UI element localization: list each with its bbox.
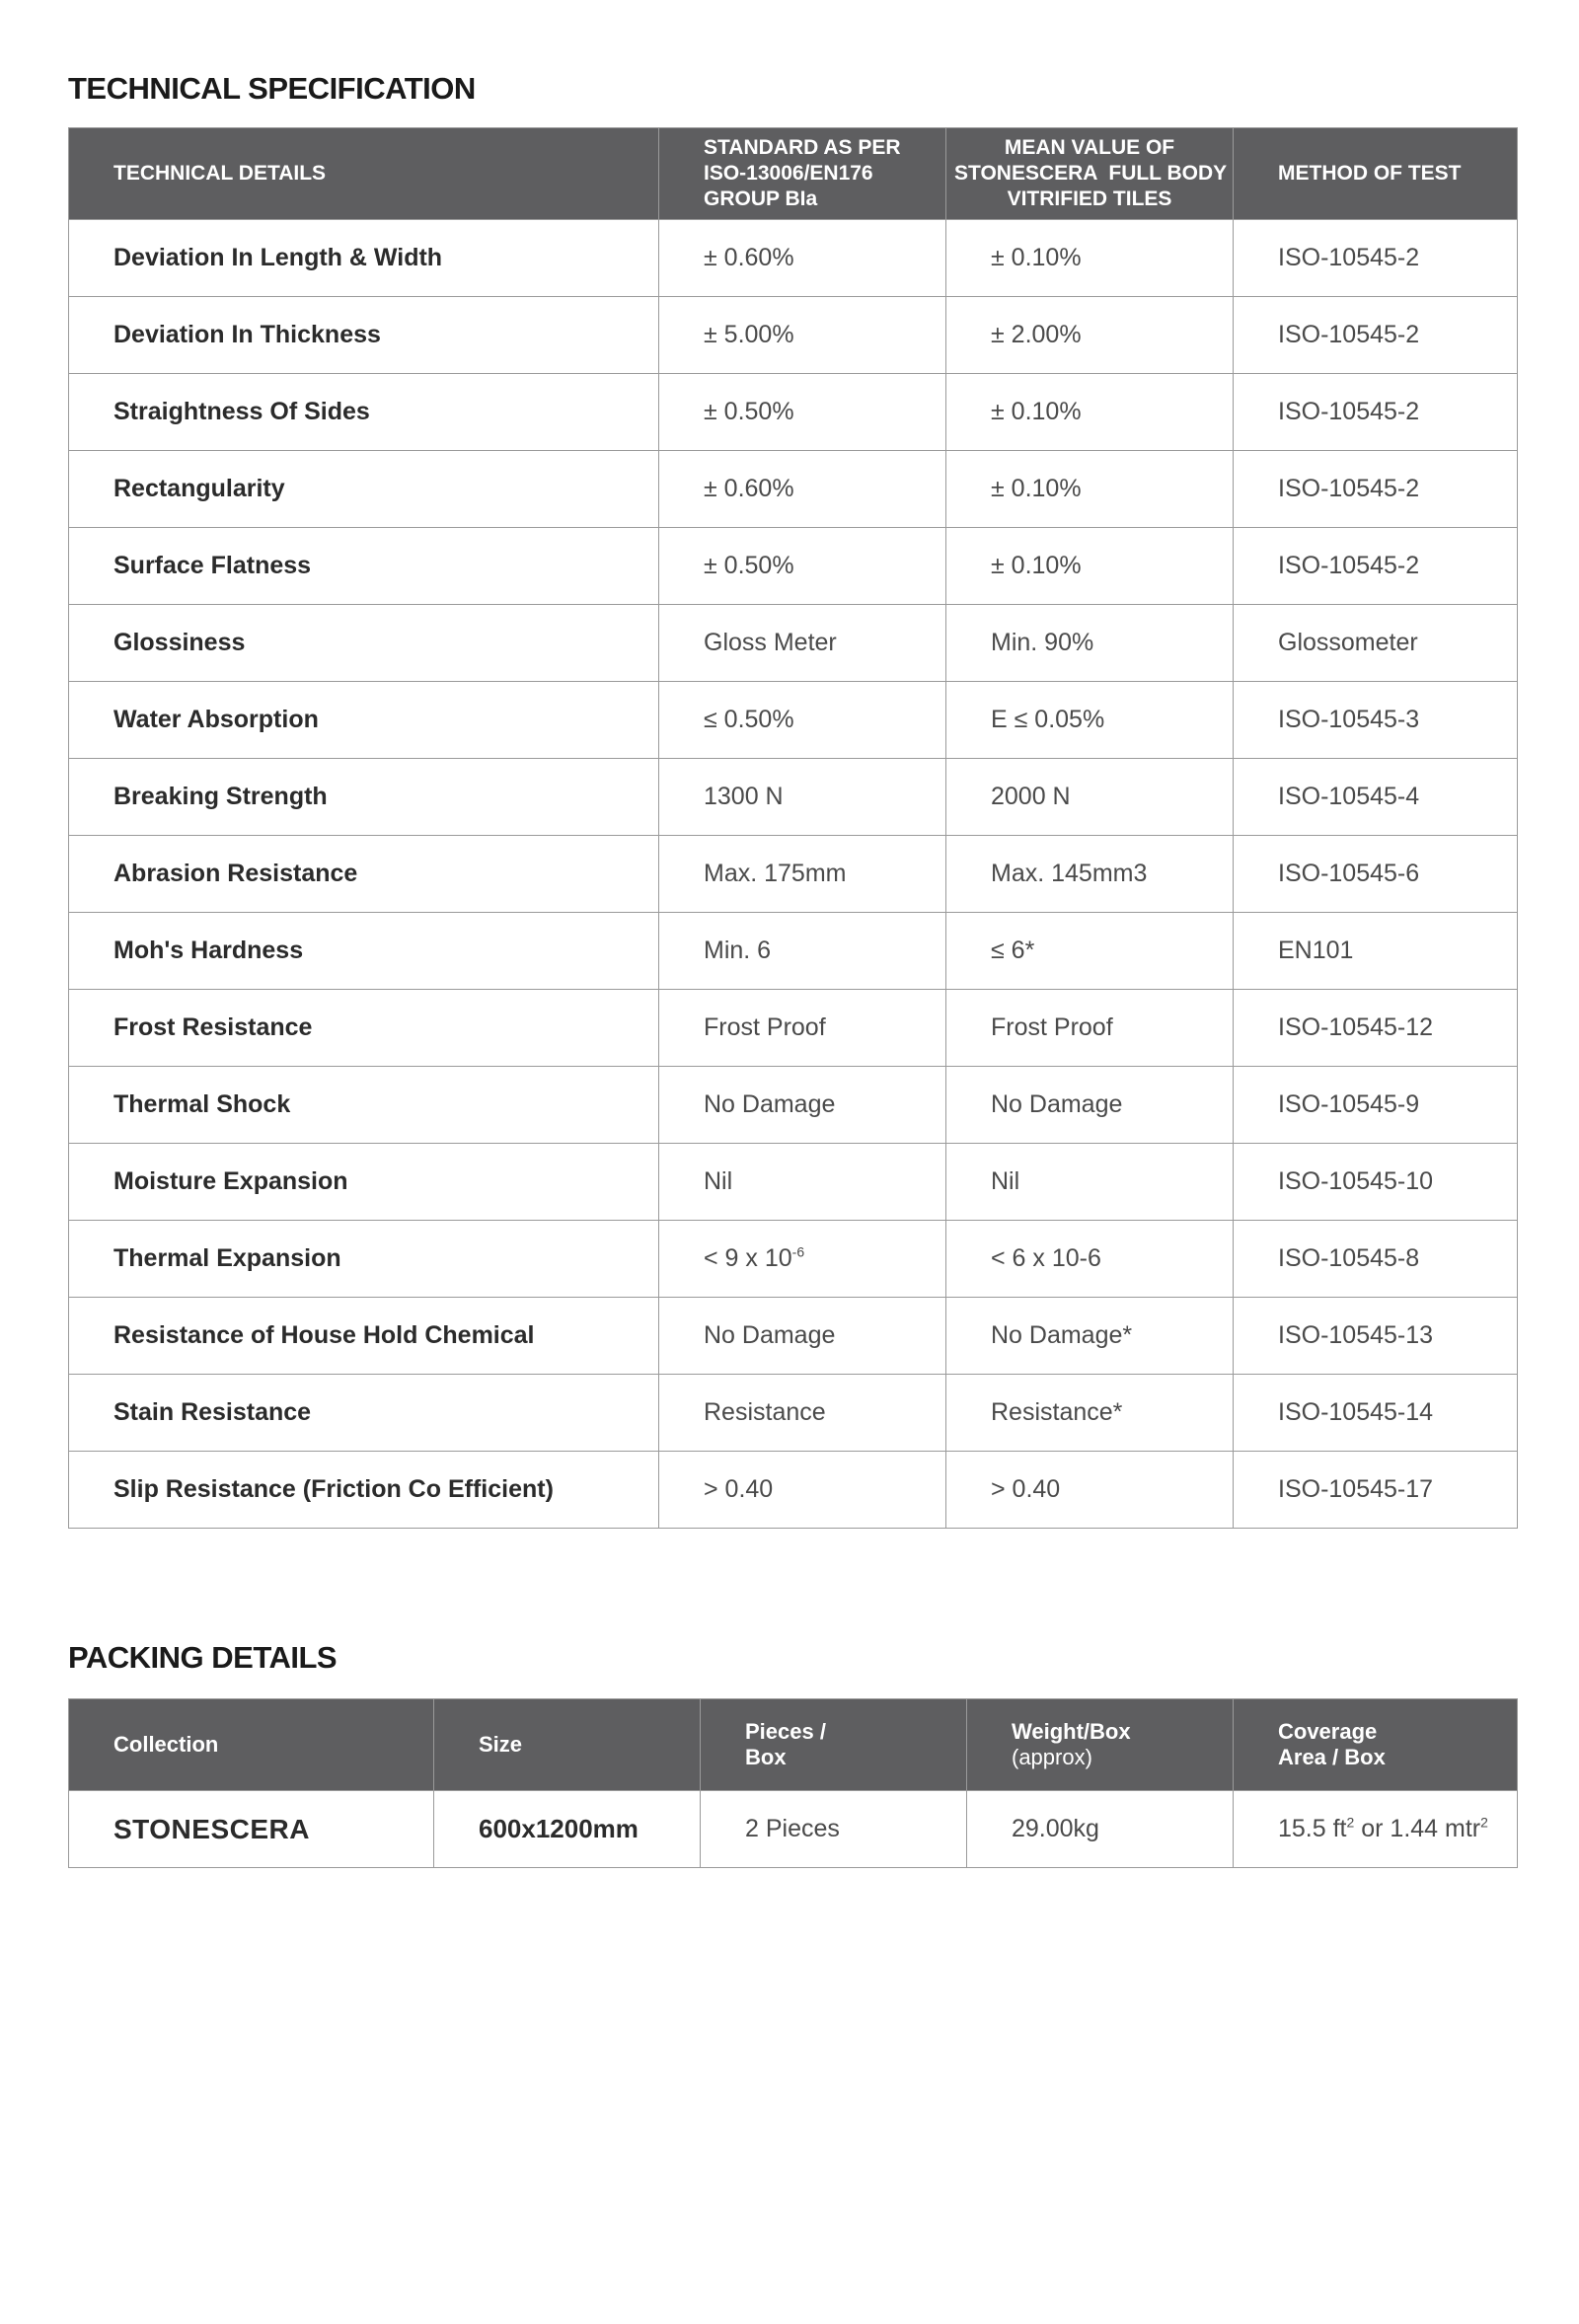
standard-value: Frost Proof <box>659 990 946 1067</box>
table-row <box>69 759 1518 836</box>
technical-detail-label: Resistance of House Hold Chemical <box>69 1298 659 1375</box>
header-pieces-line-2: Box <box>745 1745 787 1769</box>
table-row <box>69 451 1518 528</box>
table-row <box>69 913 1518 990</box>
method-of-test: ISO-10545-2 <box>1234 297 1518 374</box>
technical-detail-label: Moh's Hardness <box>69 913 659 990</box>
standard-value: ≤ 0.50% <box>659 682 946 759</box>
header-standard-line-2: ISO-13006/EN176 <box>704 162 873 185</box>
technical-detail-label: Glossiness <box>69 605 659 682</box>
technical-detail-label: Slip Resistance (Friction Co Efficient) <box>69 1452 659 1529</box>
header-mean-value <box>946 128 1234 220</box>
mean-value: Frost Proof <box>946 990 1234 1067</box>
standard-value: No Damage <box>659 1298 946 1375</box>
header-standard-line-1: STANDARD AS PER <box>704 136 901 159</box>
table-row <box>69 1067 1518 1144</box>
pieces-value: 2 Pieces <box>701 1791 967 1868</box>
coverage-part-2: or 1.44 mtr <box>1354 1815 1481 1842</box>
standard-value: Nil <box>659 1144 946 1221</box>
method-of-test: ISO-10545-3 <box>1234 682 1518 759</box>
method-of-test: ISO-10545-4 <box>1234 759 1518 836</box>
technical-detail-label: Rectangularity <box>69 451 659 528</box>
coverage-exponent-2: 2 <box>1480 1814 1488 1831</box>
standard-value: ± 0.60% <box>659 220 946 297</box>
header-collection: Collection <box>69 1699 434 1791</box>
method-of-test: ISO-10545-12 <box>1234 990 1518 1067</box>
method-of-test: ISO-10545-2 <box>1234 528 1518 605</box>
table-row <box>69 990 1518 1067</box>
mean-value: ± 0.10% <box>946 374 1234 451</box>
header-mean-line-2: STONESCERA FULL BODY <box>954 162 1228 185</box>
standard-value: ± 0.50% <box>659 374 946 451</box>
table-row <box>69 1298 1518 1375</box>
header-standard-line-3: GROUP BIa <box>704 187 818 210</box>
coverage-exponent-1: 2 <box>1346 1814 1355 1831</box>
mean-value: ≤ 6* <box>946 913 1234 990</box>
header-coverage-line-2: Area / Box <box>1278 1745 1386 1769</box>
standard-value: Gloss Meter <box>659 605 946 682</box>
method-of-test: ISO-10545-14 <box>1234 1375 1518 1452</box>
mean-value: Max. 145mm3 <box>946 836 1234 913</box>
standard-value: ± 0.50% <box>659 528 946 605</box>
standard-value: ± 0.60% <box>659 451 946 528</box>
method-of-test: ISO-10545-13 <box>1234 1298 1518 1375</box>
technical-detail-label: Stain Resistance <box>69 1375 659 1452</box>
mean-value: 2000 N <box>946 759 1234 836</box>
table-row <box>69 1452 1518 1529</box>
header-mean-line-1: MEAN VALUE OF <box>1004 136 1175 159</box>
header-technical-details: TECHNICAL DETAILS <box>69 128 659 220</box>
table-row <box>69 1791 1518 1868</box>
mean-value: ± 0.10% <box>946 220 1234 297</box>
technical-detail-label: Moisture Expansion <box>69 1144 659 1221</box>
collection-value: STONESCERA <box>69 1791 434 1868</box>
standard-value: No Damage <box>659 1067 946 1144</box>
coverage-part-1: 15.5 ft <box>1278 1815 1347 1842</box>
method-of-test: Glossometer <box>1234 605 1518 682</box>
standard-value: > 0.40 <box>659 1452 946 1529</box>
technical-detail-label: Water Absorption <box>69 682 659 759</box>
standard-value: Max. 175mm <box>659 836 946 913</box>
table-row <box>69 297 1518 374</box>
mean-value: E ≤ 0.05% <box>946 682 1234 759</box>
header-size: Size <box>434 1699 701 1791</box>
method-of-test: ISO-10545-2 <box>1234 451 1518 528</box>
header-method-of-test: METHOD OF TEST <box>1234 128 1518 220</box>
header-coverage-area <box>1234 1699 1518 1791</box>
method-of-test: ISO-10545-2 <box>1234 374 1518 451</box>
technical-specification-title: TECHNICAL SPECIFICATION <box>68 71 476 106</box>
header-weight-line-2: (approx) <box>1012 1745 1092 1769</box>
table-row <box>69 220 1518 297</box>
table-row <box>69 1221 1518 1298</box>
header-weight-line-1: Weight/Box <box>1012 1719 1131 1744</box>
header-weight-per-box <box>967 1699 1234 1791</box>
method-of-test: ISO-10545-8 <box>1234 1221 1518 1298</box>
standard-value-exponent: -6 <box>791 1243 805 1260</box>
header-standard <box>659 128 946 220</box>
standard-value: ± 5.00% <box>659 297 946 374</box>
method-of-test: ISO-10545-9 <box>1234 1067 1518 1144</box>
table-row <box>69 374 1518 451</box>
packing-details-title: PACKING DETAILS <box>68 1640 338 1675</box>
technical-detail-label: Frost Resistance <box>69 990 659 1067</box>
header-pieces-per-box <box>701 1699 967 1791</box>
table-row <box>69 528 1518 605</box>
technical-detail-label: Deviation In Length & Width <box>69 220 659 297</box>
table-row <box>69 836 1518 913</box>
table-row <box>69 1375 1518 1452</box>
technical-detail-label: Thermal Expansion <box>69 1221 659 1298</box>
mean-value: > 0.40 <box>946 1452 1234 1529</box>
standard-value: Resistance <box>659 1375 946 1452</box>
table-row <box>69 1144 1518 1221</box>
coverage-value <box>1234 1791 1518 1868</box>
standard-value-base: < 9 x 10 <box>704 1244 792 1272</box>
technical-detail-label: Straightness Of Sides <box>69 374 659 451</box>
header-pieces-line-1: Pieces / <box>745 1719 826 1744</box>
size-value: 600x1200mm <box>434 1791 701 1868</box>
standard-value <box>659 1221 946 1298</box>
technical-detail-label: Abrasion Resistance <box>69 836 659 913</box>
technical-detail-label: Deviation In Thickness <box>69 297 659 374</box>
method-of-test: ISO-10545-10 <box>1234 1144 1518 1221</box>
table-row <box>69 682 1518 759</box>
mean-value: Nil <box>946 1144 1234 1221</box>
technical-detail-label: Thermal Shock <box>69 1067 659 1144</box>
header-mean-line-3: VITRIFIED TILES <box>1007 187 1172 210</box>
mean-value: ± 0.10% <box>946 528 1234 605</box>
weight-value: 29.00kg <box>967 1791 1234 1868</box>
packing-header-row <box>69 1699 1518 1791</box>
header-coverage-line-1: Coverage <box>1278 1719 1378 1744</box>
packing-details-table <box>68 1698 1518 1868</box>
spec-header-row <box>69 128 1518 220</box>
mean-value: No Damage* <box>946 1298 1234 1375</box>
technical-detail-label: Breaking Strength <box>69 759 659 836</box>
mean-value: ± 0.10% <box>946 451 1234 528</box>
method-of-test: ISO-10545-17 <box>1234 1452 1518 1529</box>
mean-value: ± 2.00% <box>946 297 1234 374</box>
mean-value: No Damage <box>946 1067 1234 1144</box>
mean-value: Min. 90% <box>946 605 1234 682</box>
method-of-test: ISO-10545-6 <box>1234 836 1518 913</box>
technical-detail-label: Surface Flatness <box>69 528 659 605</box>
method-of-test: EN101 <box>1234 913 1518 990</box>
mean-value: < 6 x 10-6 <box>946 1221 1234 1298</box>
table-row <box>69 605 1518 682</box>
method-of-test: ISO-10545-2 <box>1234 220 1518 297</box>
mean-value: Resistance* <box>946 1375 1234 1452</box>
standard-value: Min. 6 <box>659 913 946 990</box>
technical-specification-table <box>68 127 1518 1529</box>
standard-value: 1300 N <box>659 759 946 836</box>
